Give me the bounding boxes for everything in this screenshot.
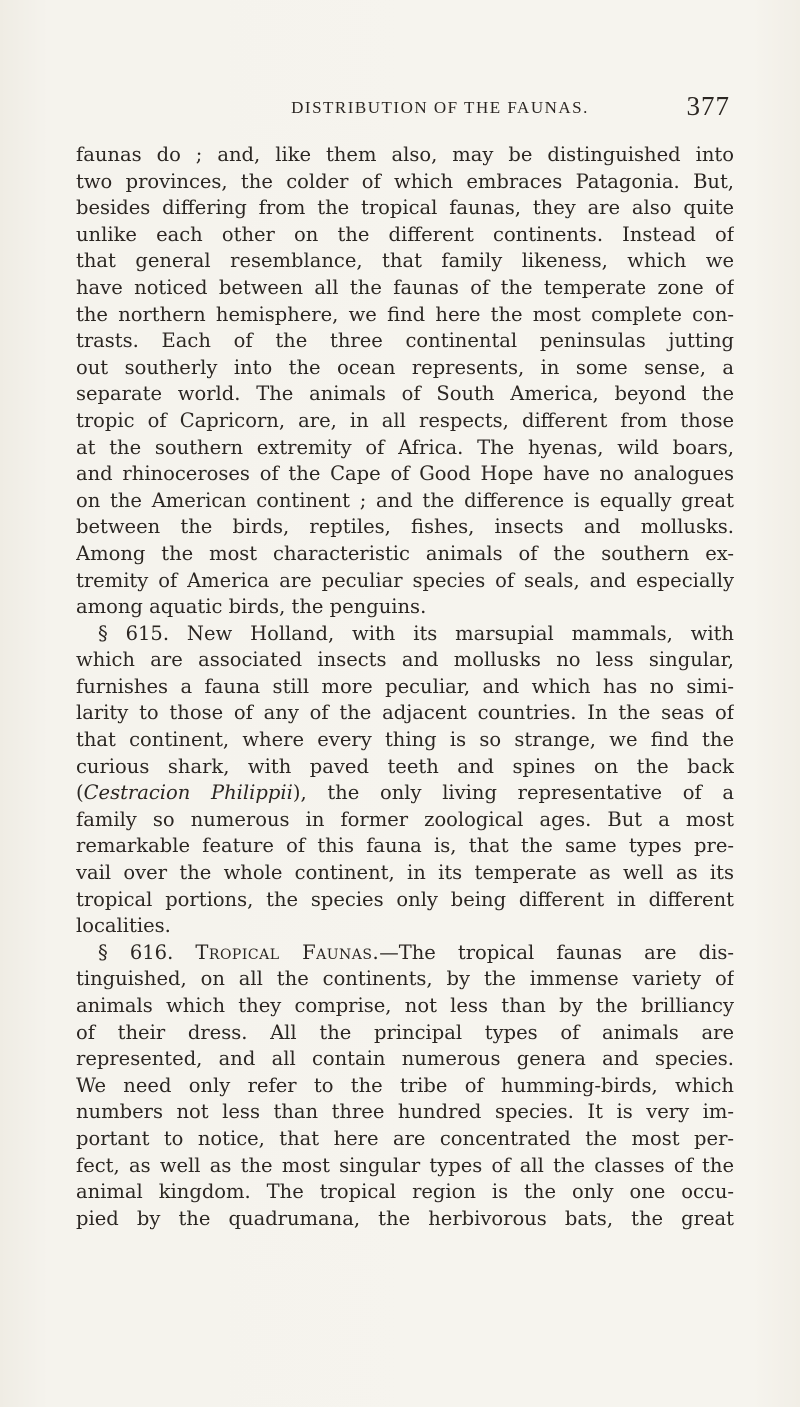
text-line: animal kingdom. The tropical region is the only one occu- (76, 1180, 734, 1204)
text-line: tinguished, on all the continents, by the immense variety of (76, 967, 734, 991)
text-line: on the American continent ; and the difference is equally great (76, 488, 734, 512)
section-heading: Tropical Faunas. (195, 940, 380, 964)
text-line: tropic of Capricorn, are, in all respects, different from those (76, 408, 734, 432)
paren-open: ( (76, 781, 84, 805)
text-line: family so numerous in former zoological ages. But a most (76, 807, 734, 831)
text-line: and rhinoceroses of the Cape of Good Hope have no analogues (76, 462, 734, 486)
text-line: separate world. The animals of South America, beyond the (76, 382, 734, 406)
text-line: pied by the quadrumana, the herbivorous bats, the great (76, 1206, 734, 1230)
text-line: which are associated insects and mollusks no less singular, (76, 648, 734, 672)
text-line: Among the most characteristic animals of the southern ex- (76, 541, 734, 565)
text-line: faunas do ; and, like them also, may be distinguished into (76, 143, 734, 166)
text-line: among aquatic birds, the penguins. (76, 595, 427, 619)
text-line: at the southern extremity of Africa. The hyenas, wild boars, (76, 435, 734, 459)
text-line: animals which they comprise, not less than by the brilliancy (76, 994, 734, 1017)
text-line: numbers not less than three hundred species. It is very im- (76, 1100, 734, 1124)
section-number: § 616. (98, 940, 174, 964)
page-header (150, 91, 730, 136)
section-616-start (76, 940, 734, 967)
text-line: localities. (76, 914, 171, 938)
text-line: tropical portions, the species only being different in different (76, 887, 734, 911)
text-line: the northern hemisphere, we find here the most complete con- (76, 302, 734, 326)
text-fragment: —The tropical faunas are dis- (379, 940, 734, 964)
text-line: two provinces, the colder of which embraces Patagonia. But, (76, 169, 734, 193)
running-head: DISTRIBUTION OF THE FAUNAS. (291, 98, 589, 117)
text-line: have noticed between all the faunas of the temperate zone of (76, 275, 734, 299)
text-fragment: ), the only living representative of a (292, 781, 734, 805)
text-line: furnishes a fauna still more peculiar, and which has no simi- (76, 674, 734, 698)
text-line (76, 780, 734, 807)
text-line: tremity of America are peculiar species of seals, and especially (76, 568, 734, 592)
text-line: besides differing from the tropical faunas, they are also quite (76, 196, 734, 220)
text-line: out southerly into the ocean represents, in some sense, a (76, 355, 734, 379)
text-line: larity to those of any of the adjacent countries. In the seas of (76, 701, 734, 725)
text-line: represented, and all contain numerous genera and species. (76, 1047, 734, 1071)
page-number: 377 (686, 91, 730, 121)
text-line: trasts. Each of the three continental peninsulas jutting (76, 329, 734, 353)
text-line: curious shark, with paved teeth and spines on the back (76, 754, 734, 778)
text-line: We need only refer to the tribe of humming-birds, which (76, 1073, 734, 1097)
text-line: that continent, where every thing is so strange, we find the (76, 728, 734, 752)
text-line: vail over the whole continent, in its temperate as well as its (76, 861, 734, 885)
text-line: that general resemblance, that family likeness, which we (76, 249, 734, 273)
text-line: of their dress. All the principal types of animals are (76, 1020, 734, 1044)
species-name: Cestracion Philippii (83, 781, 293, 805)
text-line: between the birds, reptiles, fishes, insects and mollusks. (76, 515, 734, 539)
section-615-start: § 615. New Holland, with its marsupial mammals, with (98, 621, 734, 645)
text-line: remarkable feature of this fauna is, that the same types pre- (76, 834, 734, 858)
text-line: portant to notice, that here are concentrated the most per- (76, 1126, 734, 1150)
text-line: fect, as well as the most singular types of all the classes of the (76, 1153, 734, 1177)
body-text (76, 142, 734, 1232)
text-line: unlike each other on the different continents. Instead of (76, 222, 734, 246)
